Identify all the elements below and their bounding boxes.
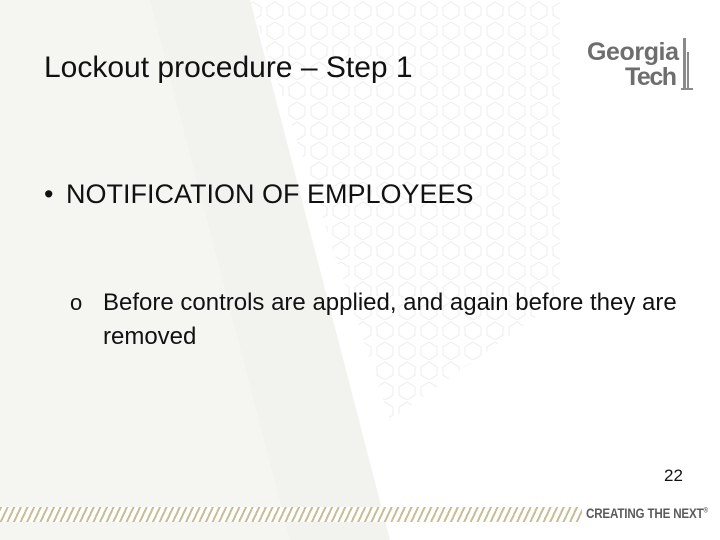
bullet-dot: •: [44, 179, 54, 209]
bullet-level2-text: Before controls are applied, and again before they are removed: [103, 289, 677, 350]
bullet-circle: o: [70, 290, 83, 315]
footer-tagline: [586, 506, 708, 521]
slide-title: Lockout procedure – Step 1: [44, 51, 413, 84]
logo-line1: Georgia: [587, 38, 679, 66]
georgia-tech-logo: [583, 34, 701, 92]
bullet-level1: [44, 174, 474, 214]
footer-tagline-text: CREATING THE NEXT: [586, 506, 704, 521]
bullet-level2: [70, 286, 710, 354]
page-number: 22: [664, 466, 683, 485]
bullet-level1-text: NOTIFICATION OF EMPLOYEES: [66, 179, 474, 209]
footer-stripes: [0, 507, 582, 522]
tech-tower-icon: [681, 38, 693, 90]
logo-line2: Tech: [625, 63, 677, 91]
trademark-symbol: ®: [703, 507, 708, 515]
